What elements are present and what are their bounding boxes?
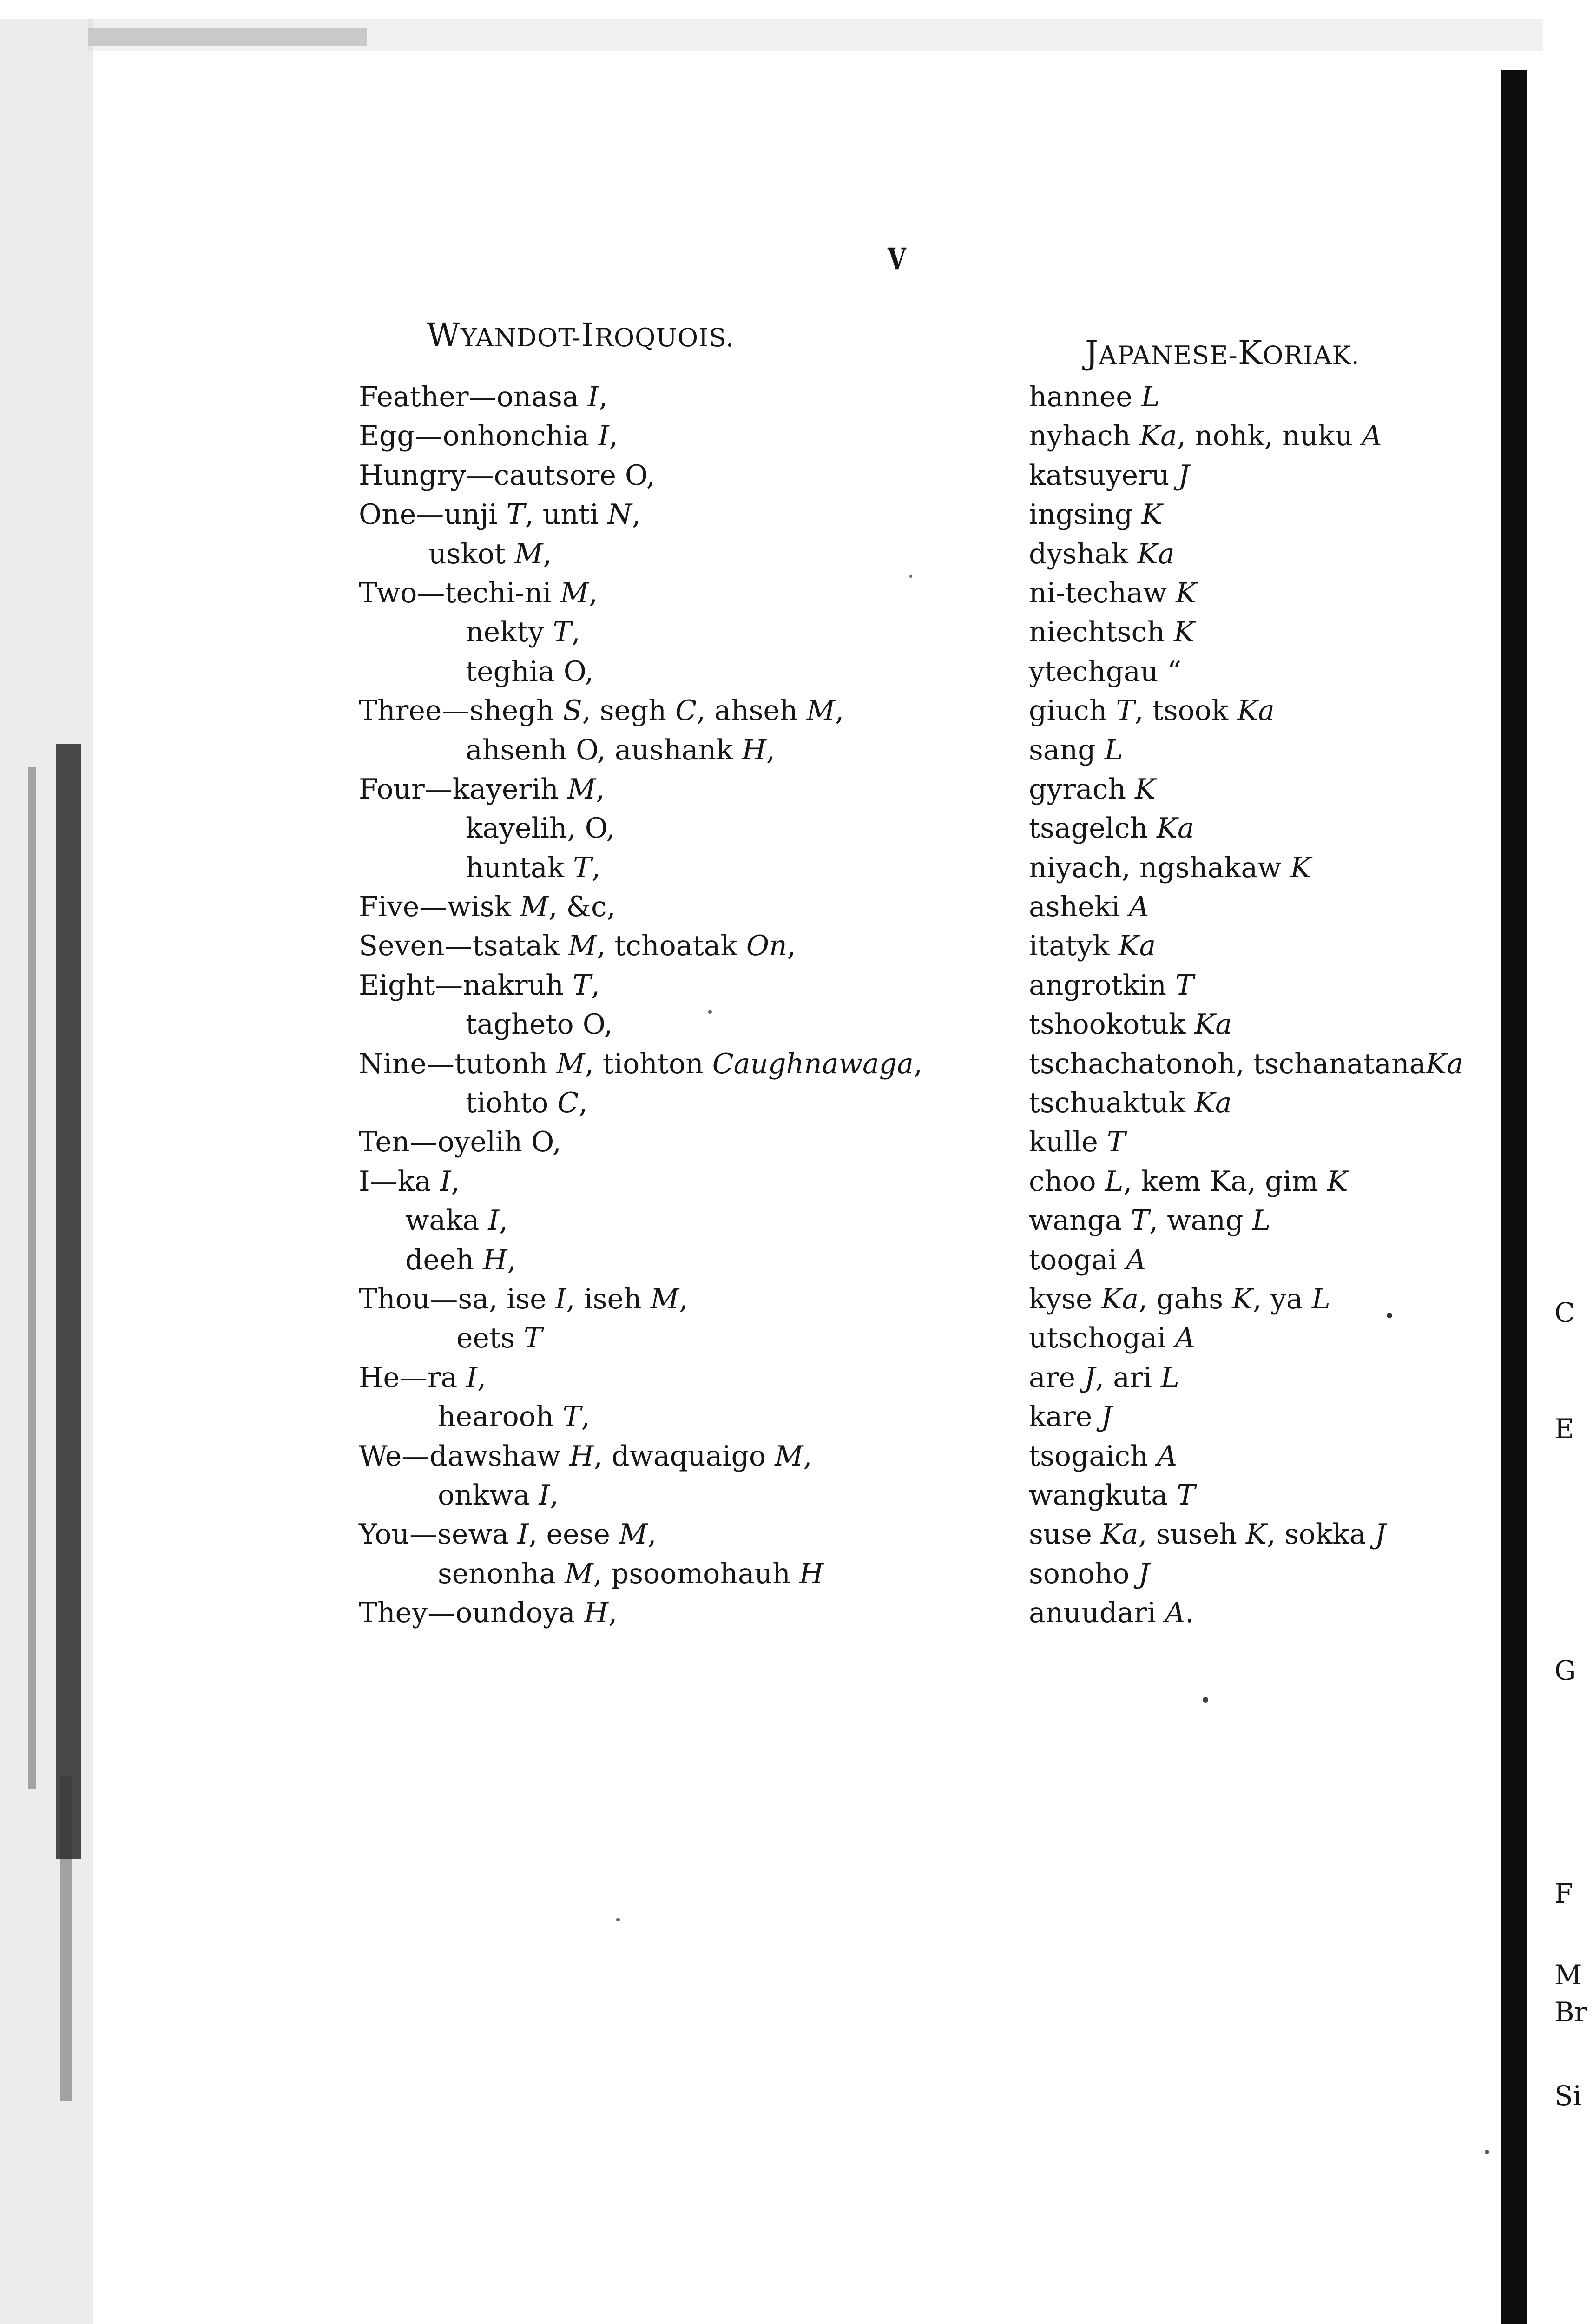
entry-text: They—oundoya <box>359 1597 584 1630</box>
entry-text: Five—wisk <box>359 891 520 924</box>
source-abbreviation: On <box>746 930 787 963</box>
vocabulary-entry <box>1029 1005 1463 1044</box>
vocabulary-entry <box>359 1593 922 1632</box>
entry-text: . <box>1185 1597 1194 1630</box>
source-abbreviation: T <box>1116 694 1135 727</box>
edge-fragment: C <box>1554 1297 1575 1328</box>
entry-text: , eese <box>528 1518 619 1551</box>
entry-text: niechtsch <box>1029 616 1174 649</box>
source-abbreviation: K <box>1246 1518 1267 1551</box>
entry-text: ni-techaw <box>1029 576 1176 609</box>
vocabulary-entry <box>359 1162 922 1201</box>
vocabulary-entry <box>359 574 922 613</box>
vocabulary-entry <box>359 652 922 691</box>
vocabulary-entry <box>359 1554 922 1593</box>
source-abbreviation: I <box>598 420 609 453</box>
source-abbreviation: A <box>1126 1243 1146 1276</box>
edge-fragment: Si <box>1554 2080 1582 2112</box>
vocabulary-entry <box>1029 691 1463 730</box>
edge-fragment: Br <box>1554 1996 1587 2028</box>
entry-text: Two—techi-ni <box>359 576 560 609</box>
source-abbreviation: I <box>539 1479 550 1512</box>
vocabulary-entry <box>359 887 922 926</box>
entry-text: One—unji <box>359 498 507 531</box>
entry-text: , <box>579 1087 588 1120</box>
source-abbreviation: Ka <box>1118 930 1156 963</box>
entry-text: angrotkin <box>1029 969 1175 1002</box>
source-abbreviation: Ka <box>1194 1008 1232 1041</box>
entry-text: , <box>787 930 796 963</box>
entry-text: , segh <box>582 694 676 727</box>
vocabulary-entry <box>1029 1397 1463 1436</box>
source-abbreviation: L <box>1311 1282 1330 1315</box>
entry-text: , dwaquaigo <box>593 1439 775 1472</box>
vocabulary-entry <box>359 731 922 770</box>
entry-text: tsogaich <box>1029 1439 1157 1472</box>
vocabulary-entry <box>1029 1122 1463 1162</box>
vocabulary-entry <box>359 416 922 456</box>
source-abbreviation: L <box>1141 381 1160 413</box>
entry-text: I—ka <box>359 1165 440 1198</box>
entry-text: , ahseh <box>697 694 807 727</box>
source-abbreviation: Ka <box>1101 1282 1139 1315</box>
source-abbreviation: T <box>553 616 572 649</box>
source-abbreviation: I <box>466 1361 478 1394</box>
edge-fragment: F <box>1554 1878 1573 1909</box>
entry-text: nyhach <box>1029 420 1140 453</box>
vocabulary-entry <box>359 848 922 887</box>
entry-text: gyrach <box>1029 772 1135 805</box>
vocabulary-entry <box>1029 1476 1463 1515</box>
entry-text: Nine—tutonh <box>359 1047 557 1080</box>
vocabulary-entry <box>359 1083 922 1122</box>
vocabulary-entry <box>1029 574 1463 613</box>
entry-text: , psoomohauh <box>593 1557 800 1590</box>
entry-text: He—ra <box>359 1361 467 1394</box>
page-signature-mark: V <box>887 242 906 277</box>
entry-text: Three—shegh <box>359 694 563 727</box>
source-abbreviation: J <box>1375 1518 1386 1551</box>
vocabulary-entry <box>1029 731 1463 770</box>
source-abbreviation: Ka <box>1194 1087 1232 1120</box>
vocabulary-entry <box>359 1476 922 1515</box>
vocabulary-entry <box>359 809 922 848</box>
entry-text: huntak <box>466 851 573 884</box>
source-abbreviation: T <box>572 969 591 1002</box>
left-column-heading <box>427 316 734 354</box>
source-abbreviation: T <box>1131 1204 1150 1237</box>
heading-text: ORIAK. <box>1263 341 1360 370</box>
entry-text: Thou—sa, ise <box>359 1282 555 1315</box>
vocabulary-entry <box>1029 1437 1463 1476</box>
vocabulary-entry <box>1029 1358 1463 1397</box>
entry-text: , <box>589 576 598 609</box>
source-abbreviation: H <box>483 1243 507 1276</box>
source-abbreviation: I <box>555 1282 566 1315</box>
source-abbreviation: K <box>1327 1165 1348 1198</box>
entry-text: , gahs <box>1139 1282 1232 1315</box>
source-abbreviation: L <box>1252 1204 1271 1237</box>
source-abbreviation: T <box>562 1400 581 1433</box>
entry-text: , <box>591 969 600 1002</box>
source-abbreviation: H <box>584 1597 609 1630</box>
vocabulary-entry <box>1029 1044 1463 1083</box>
entry-text: kyse <box>1029 1282 1101 1315</box>
heading-text: ROQUOIS. <box>594 323 734 352</box>
vocabulary-entry <box>359 377 922 416</box>
entry-text: , kem Ka, gim <box>1123 1165 1327 1198</box>
source-abbreviation: M <box>565 1557 593 1590</box>
vocabulary-entry <box>1029 495 1463 534</box>
entry-text: anuudari <box>1029 1597 1165 1630</box>
entry-text: , <box>766 733 775 766</box>
entry-text: , <box>550 1479 559 1512</box>
vocabulary-entry <box>359 1005 922 1044</box>
wyandot-iroquois-word-list <box>359 377 922 1633</box>
vocabulary-entry <box>1029 1515 1463 1554</box>
vocabulary-entry <box>1029 966 1463 1005</box>
source-abbreviation: J <box>1101 1400 1112 1433</box>
entry-text: , <box>647 1518 657 1551</box>
entry-text: , tchoatak <box>597 930 746 963</box>
source-abbreviation: K <box>1173 616 1195 649</box>
entry-text: senonha <box>438 1557 565 1590</box>
entry-text: , <box>571 616 580 649</box>
entry-text: ytechgau “ <box>1029 655 1182 688</box>
heading-initial: J <box>1085 334 1099 372</box>
vocabulary-entry <box>1029 1201 1463 1240</box>
heading-text: APANESE- <box>1099 341 1238 370</box>
source-abbreviation: T <box>1177 1479 1196 1512</box>
entry-text: tschachatonoh, tschanatana <box>1029 1047 1426 1080</box>
vocabulary-entry <box>1029 377 1463 416</box>
source-abbreviation: A <box>1157 1439 1178 1472</box>
entry-text: , <box>913 1047 922 1080</box>
entry-text: , <box>609 420 618 453</box>
vocabulary-entry <box>359 966 922 1005</box>
entry-text: , tsook <box>1134 694 1238 727</box>
vocabulary-entry <box>359 1201 922 1240</box>
entry-text: , <box>608 1597 618 1630</box>
entry-text: You—sewa <box>359 1518 518 1551</box>
entry-text: uskot <box>428 537 515 570</box>
entry-text: , suseh <box>1138 1518 1246 1551</box>
source-abbreviation: Ka <box>1139 420 1177 453</box>
entry-text: suse <box>1029 1518 1101 1551</box>
entry-text: , &c, <box>548 891 616 924</box>
source-abbreviation: K <box>1232 1282 1253 1315</box>
edge-fragment: E <box>1554 1413 1574 1445</box>
entry-text: Hungry—cautsore O, <box>359 459 655 492</box>
source-abbreviation: M <box>775 1439 803 1472</box>
entry-text: itatyk <box>1029 930 1119 963</box>
entry-text: nekty <box>466 616 553 649</box>
entry-text: tagheto O, <box>466 1008 613 1041</box>
vocabulary-entry <box>1029 535 1463 574</box>
source-abbreviation: I <box>587 381 599 413</box>
entry-text: tshookotuk <box>1029 1008 1195 1041</box>
entry-text: , nohk, nuku <box>1177 420 1362 453</box>
entry-text: waka <box>405 1204 488 1237</box>
vocabulary-entry <box>359 1358 922 1397</box>
vocabulary-entry <box>359 1241 922 1280</box>
entry-text: kare <box>1029 1400 1101 1433</box>
entry-text: eets <box>456 1322 524 1355</box>
heading-text: YANDOT- <box>460 323 581 352</box>
entry-text: , <box>451 1165 460 1198</box>
entry-text: , unti <box>525 498 608 531</box>
vocabulary-entry <box>1029 1162 1463 1201</box>
vocabulary-entry <box>1029 456 1463 495</box>
entry-text: wanga <box>1029 1204 1131 1237</box>
source-abbreviation: A <box>1362 420 1382 453</box>
source-abbreviation: T <box>524 1322 543 1355</box>
source-abbreviation: M <box>619 1518 648 1551</box>
vocabulary-entry <box>1029 1554 1463 1593</box>
vocabulary-entry <box>1029 416 1463 456</box>
entry-text: Feather—onasa <box>359 381 588 413</box>
entry-text: giuch <box>1029 694 1116 727</box>
entry-text: , <box>477 1361 487 1394</box>
source-abbreviation: A <box>1129 891 1149 924</box>
source-abbreviation: L <box>1104 733 1123 766</box>
entry-text: , ari <box>1095 1361 1161 1394</box>
vocabulary-entry <box>359 691 922 730</box>
vocabulary-entry <box>1029 652 1463 691</box>
source-abbreviation: M <box>568 930 597 963</box>
vocabulary-entry <box>359 926 922 965</box>
entry-text: Four—kayerih <box>359 772 567 805</box>
entry-text: We—dawshaw <box>359 1439 570 1472</box>
source-abbreviation: K <box>1176 576 1197 609</box>
source-abbreviation: K <box>1141 498 1163 531</box>
vocabulary-entry <box>359 535 922 574</box>
vocabulary-entry <box>1029 613 1463 652</box>
source-abbreviation: M <box>806 694 836 727</box>
entry-text: teghia O, <box>466 655 594 688</box>
entry-text: ingsing <box>1029 498 1142 531</box>
source-abbreviation: J <box>1084 1361 1096 1394</box>
heading-initial: I <box>581 316 595 354</box>
source-abbreviation: C <box>675 694 697 727</box>
source-abbreviation: H <box>569 1439 594 1472</box>
source-abbreviation: C <box>557 1087 579 1120</box>
source-abbreviation: Caughnawaga <box>712 1047 914 1080</box>
vocabulary-entry <box>1029 887 1463 926</box>
entry-text: , iseh <box>566 1282 651 1315</box>
source-abbreviation: M <box>560 576 589 609</box>
entry-text: Egg—onhonchia <box>359 420 599 453</box>
vocabulary-entry <box>359 1280 922 1319</box>
entry-text: , <box>596 772 605 805</box>
entry-text: , <box>543 537 552 570</box>
entry-text: , <box>835 694 844 727</box>
source-abbreviation: I <box>440 1165 451 1198</box>
vocabulary-entry <box>1029 848 1463 887</box>
vocabulary-entry <box>1029 770 1463 809</box>
right-column-heading <box>1085 334 1360 372</box>
entry-text: sang <box>1029 733 1105 766</box>
entry-text: niyach, ngshakaw <box>1029 851 1290 884</box>
entry-text: choo <box>1029 1165 1105 1198</box>
entry-text: , wang <box>1149 1204 1252 1237</box>
source-abbreviation: L <box>1160 1361 1179 1394</box>
entry-text: ahsenh O, aushank <box>466 733 742 766</box>
source-abbreviation: M <box>556 1047 585 1080</box>
source-abbreviation: T <box>1106 1126 1126 1159</box>
vocabulary-entry <box>359 1397 922 1436</box>
source-abbreviation: M <box>514 537 543 570</box>
entry-text: katsuyeru <box>1029 459 1178 492</box>
source-abbreviation: Ka <box>1237 694 1275 727</box>
source-abbreviation: T <box>573 851 592 884</box>
entry-text: utschogai <box>1029 1322 1175 1355</box>
entry-text: , <box>803 1439 812 1472</box>
source-abbreviation: I <box>517 1518 529 1551</box>
entry-text: Ten—oyelih O, <box>359 1126 561 1159</box>
entry-text: toogai <box>1029 1243 1126 1276</box>
source-abbreviation: J <box>1178 459 1190 492</box>
vocabulary-entry <box>359 1044 922 1083</box>
source-abbreviation: S <box>563 694 582 727</box>
source-abbreviation: J <box>1138 1557 1150 1590</box>
entry-text: onkwa <box>438 1479 539 1512</box>
edge-fragment: M <box>1554 1959 1582 1991</box>
source-abbreviation: M <box>650 1282 679 1315</box>
entry-text: tiohto <box>466 1087 558 1120</box>
entry-text: , <box>599 381 608 413</box>
source-abbreviation: K <box>1290 851 1311 884</box>
source-abbreviation: H <box>799 1557 824 1590</box>
entry-text: tsagelch <box>1029 812 1157 845</box>
japanese-koriak-word-list <box>1029 377 1463 1633</box>
vocabulary-entry <box>359 456 922 495</box>
vocabulary-entry <box>359 1319 922 1358</box>
source-abbreviation: N <box>607 498 632 531</box>
entry-text: , <box>507 1243 516 1276</box>
source-abbreviation: T <box>1175 969 1194 1002</box>
vocabulary-entry <box>1029 1241 1463 1280</box>
entry-text: deeh <box>405 1243 483 1276</box>
entry-text: , <box>632 498 641 531</box>
vocabulary-entry <box>1029 1319 1463 1358</box>
source-abbreviation: Ka <box>1157 812 1194 845</box>
entry-text: asheki <box>1029 891 1129 924</box>
heading-initial: W <box>427 316 461 354</box>
vocabulary-entry <box>359 495 922 534</box>
vocabulary-entry <box>359 1437 922 1476</box>
entry-text: , <box>499 1204 508 1237</box>
vocabulary-entry <box>1029 809 1463 848</box>
heading-initial: K <box>1238 334 1263 372</box>
vocabulary-entry <box>1029 1083 1463 1122</box>
source-abbreviation: Ka <box>1137 537 1175 570</box>
vocabulary-entry <box>1029 1593 1463 1632</box>
entry-text: wangkuta <box>1029 1479 1177 1512</box>
source-abbreviation: M <box>567 772 596 805</box>
vocabulary-entry <box>359 770 922 809</box>
entry-text: hearooh <box>438 1400 563 1433</box>
entry-text: Eight—nakruh <box>359 969 573 1002</box>
source-abbreviation: I <box>488 1204 500 1237</box>
vocabulary-entry <box>1029 926 1463 965</box>
source-abbreviation: Ka <box>1426 1047 1463 1080</box>
edge-fragment: G <box>1554 1655 1576 1686</box>
entry-text: dyshak <box>1029 537 1137 570</box>
source-abbreviation: M <box>520 891 549 924</box>
entry-text: , ya <box>1252 1282 1312 1315</box>
entry-text: , <box>592 851 601 884</box>
entry-text: sonoho <box>1029 1557 1139 1590</box>
source-abbreviation: Ka <box>1100 1518 1139 1551</box>
entry-text: hannee <box>1029 381 1141 413</box>
source-abbreviation: L <box>1105 1165 1124 1198</box>
vocabulary-entry <box>359 613 922 652</box>
source-abbreviation: H <box>742 733 766 766</box>
entry-text: , <box>679 1282 688 1315</box>
source-abbreviation: A <box>1165 1597 1185 1630</box>
entry-text: Seven—tsatak <box>359 930 568 963</box>
entry-text: , sokka <box>1266 1518 1375 1551</box>
source-abbreviation: A <box>1175 1322 1195 1355</box>
entry-text: kulle <box>1029 1126 1107 1159</box>
vocabulary-entry <box>1029 1280 1463 1319</box>
entry-text: tschuaktuk <box>1029 1087 1195 1120</box>
vocabulary-entry <box>359 1515 922 1554</box>
entry-text: , <box>581 1400 590 1433</box>
source-abbreviation: T <box>506 498 525 531</box>
entry-text: are <box>1029 1361 1085 1394</box>
entry-text: , tiohton <box>585 1047 712 1080</box>
entry-text: kayelih, O, <box>466 812 615 845</box>
vocabulary-entry <box>359 1122 922 1162</box>
source-abbreviation: K <box>1135 772 1156 805</box>
